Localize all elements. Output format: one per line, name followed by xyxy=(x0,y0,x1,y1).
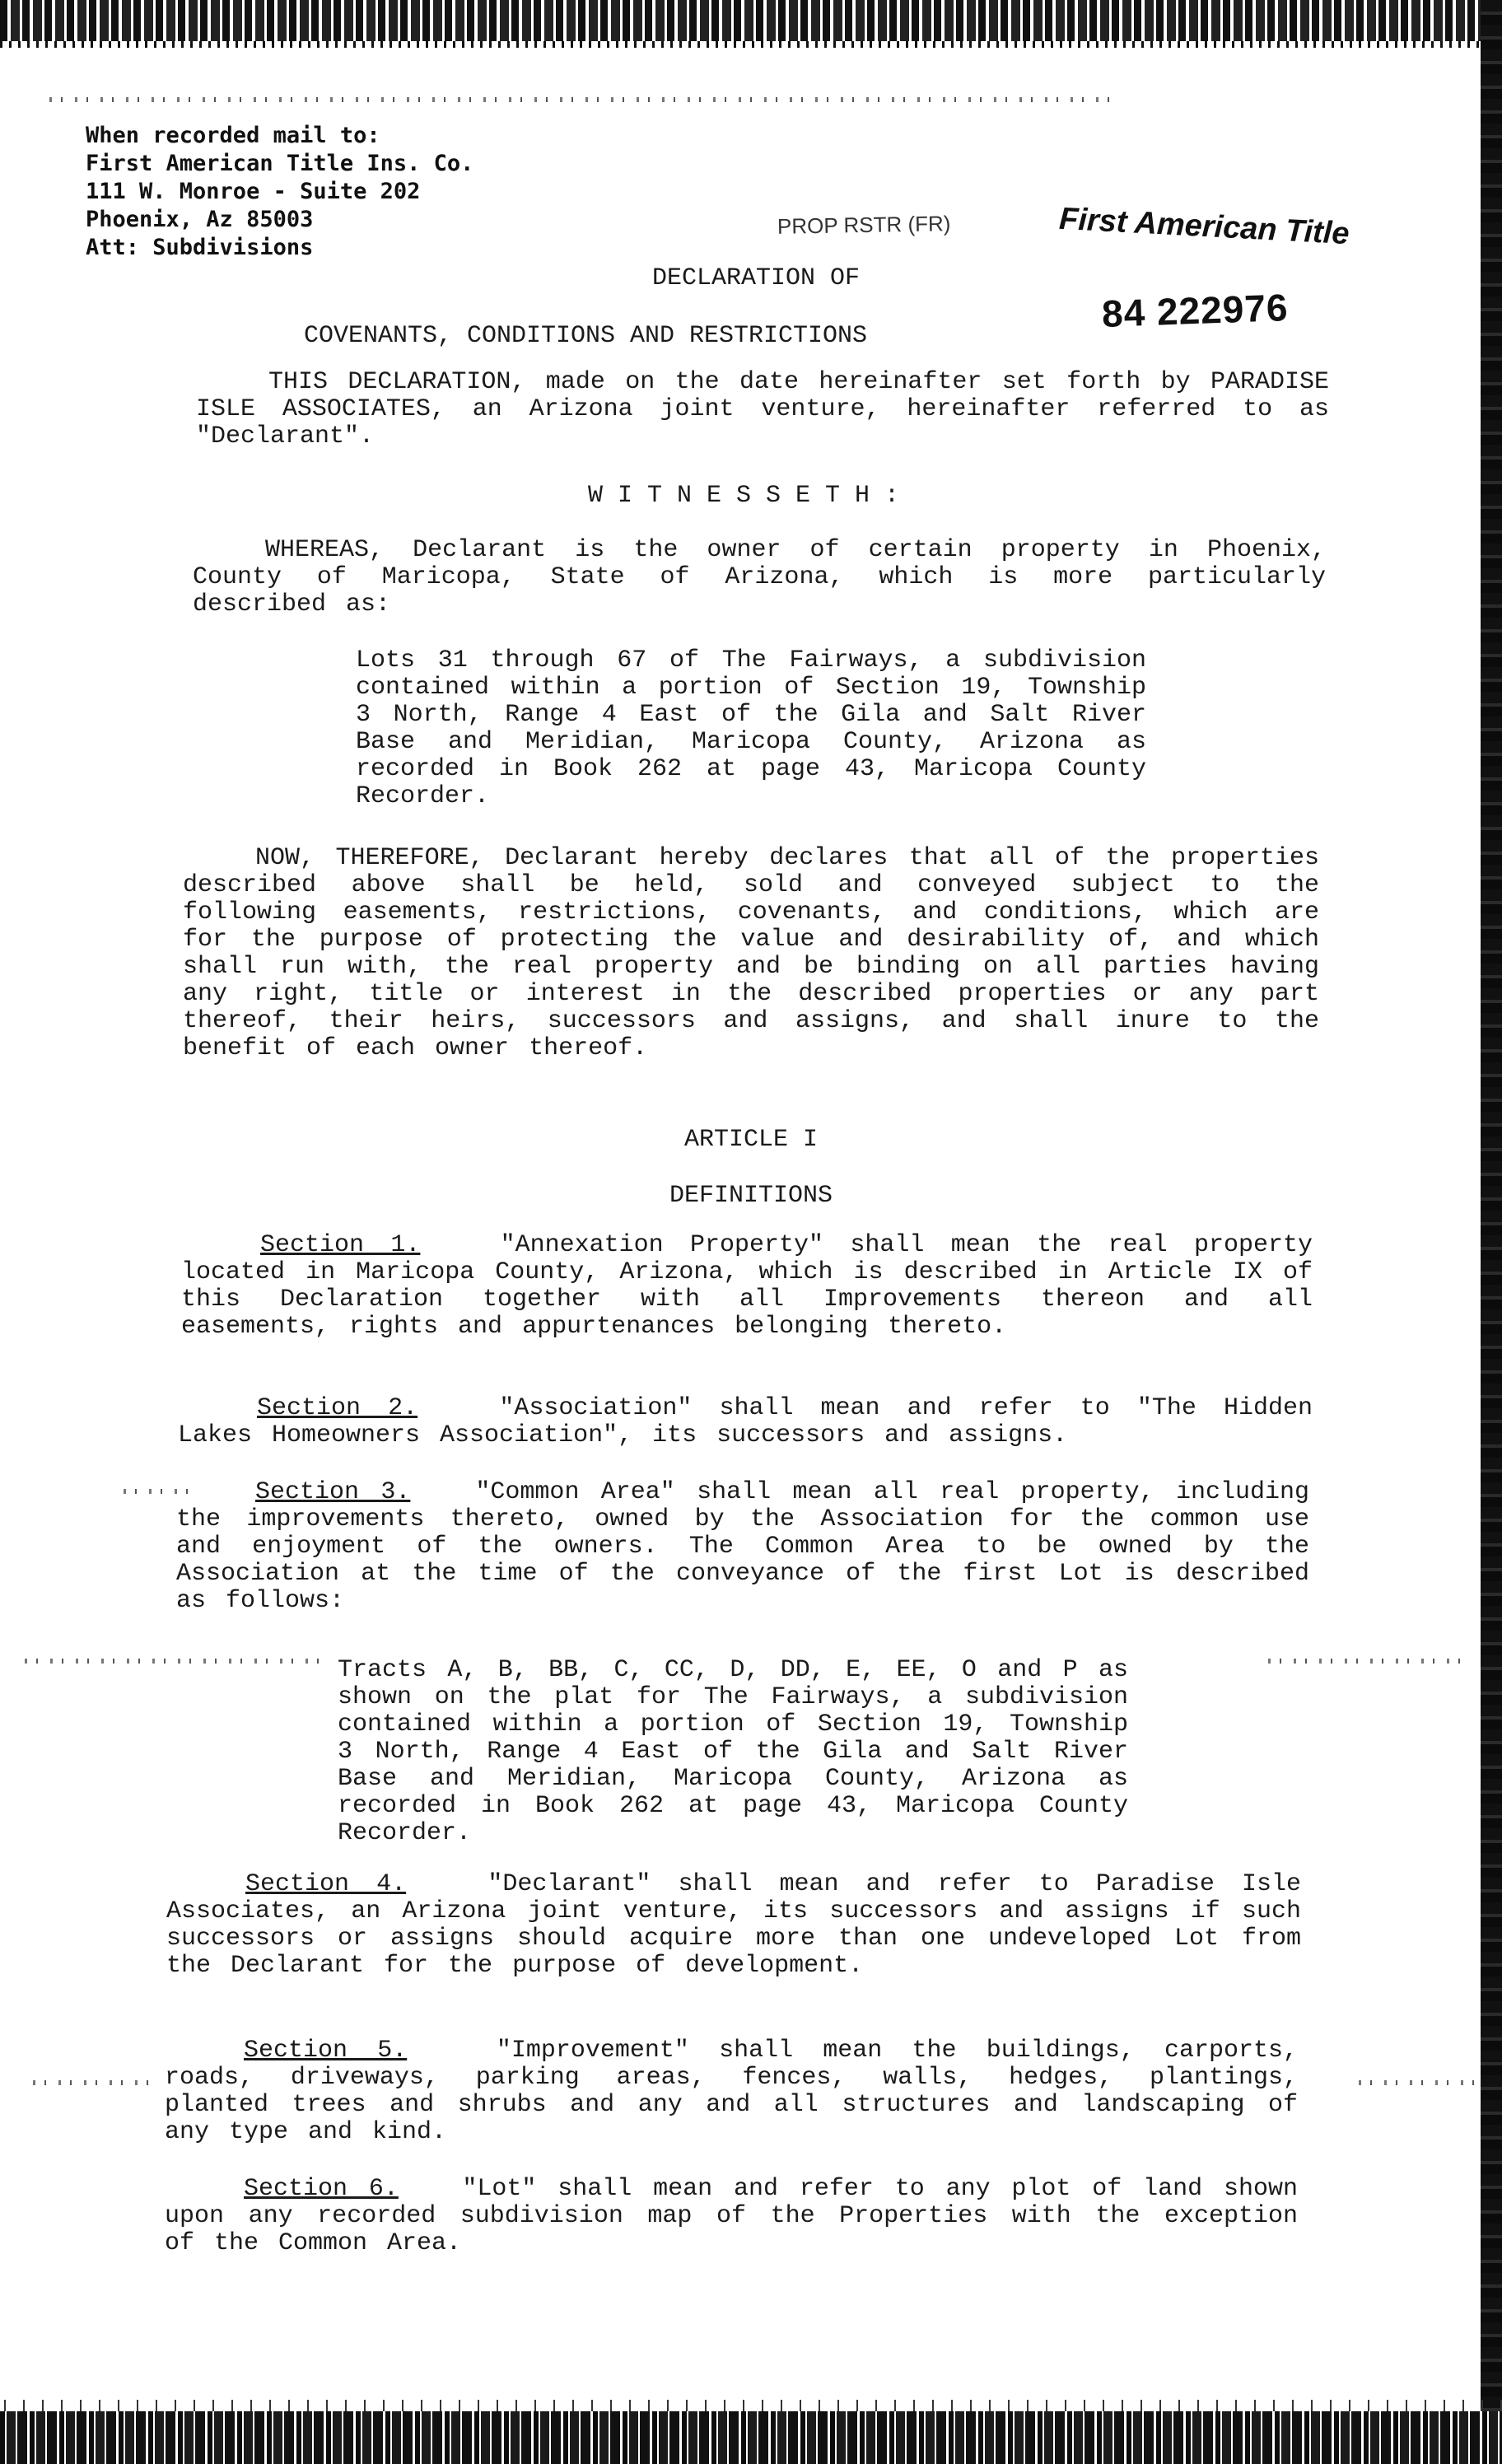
scan-noise xyxy=(1268,1659,1466,1664)
scan-edge-top xyxy=(0,0,1502,48)
title-company-stamp: First American Title xyxy=(1058,201,1350,252)
definition-section-6 xyxy=(165,2176,1298,2257)
section-text: "Association" shall mean and refer to "The Hidden Lakes Homeowners Association", its successors and assigns. xyxy=(178,1394,1313,1449)
whereas-paragraph: WHEREAS, Declarant is the owner of certain property in Phoenix, County of Maricopa, State of Arizona, which is more particularly described as: xyxy=(193,536,1326,618)
article-title: DEFINITIONS xyxy=(669,1182,833,1210)
definition-section-3 xyxy=(176,1479,1309,1615)
section-label: Section 1. xyxy=(260,1231,421,1259)
section-text: "Lot" shall mean and refer to any plot of land shown upon any recorded subdivision map of the Properties with the exception of the Common Area. xyxy=(165,2175,1299,2257)
mailing-line: When recorded mail to: xyxy=(86,123,380,148)
legal-description: Lots 31 through 67 of The Fairways, a subdivision contained within a portion of Section 19, Township 3 North, Range 4 East of the Gila and Salt River Base and Meridian, Maricopa County, Arizona as recorded in Book 262 at page 43, Maricopa County Recorder. xyxy=(356,646,1146,810)
scan-noise xyxy=(33,2080,156,2085)
scan-edge-right xyxy=(1481,0,1502,2464)
mailing-line: Att: Subdivisions xyxy=(86,235,314,260)
section-text: "Common Area" shall mean all real property, including the improvements thereto, owned by the Association for the common use and enjoyment of the owners. The Common Area to be owned by the Association at the time of the conveyance of the first Lot is described as follows: xyxy=(176,1478,1309,1615)
section-text: "Declarant" shall mean and refer to Paradise Isle Associates, an Arizona joint venture, its successors and assigns if such successors or assigns should acquire more than one undeveloped Lot from the Declarant for the purpose of development. xyxy=(166,1870,1301,1980)
mailing-line: Phoenix, Az 85003 xyxy=(86,207,314,232)
section-label: Section 4. xyxy=(245,1870,407,1898)
section-label: Section 6. xyxy=(244,2175,399,2203)
definition-section-1 xyxy=(181,1232,1313,1341)
mailing-address-block xyxy=(86,122,473,262)
definition-section-5 xyxy=(165,2037,1298,2146)
recording-stamp-code: PROP RSTR (FR) xyxy=(777,211,951,239)
mailing-line: First American Title Ins. Co. xyxy=(86,151,474,176)
document-title-line1: DECLARATION OF xyxy=(651,264,861,292)
document-title-line2: COVENANTS, CONDITIONS AND RESTRICTIONS xyxy=(303,322,868,350)
scan-noise xyxy=(49,97,1120,102)
article-number: ARTICLE I xyxy=(683,1126,819,1154)
scan-edge-bottom xyxy=(0,2411,1502,2464)
recording-number: 84 222976 xyxy=(1101,286,1290,335)
definition-section-4 xyxy=(166,1871,1301,1980)
section-label: Section 3. xyxy=(255,1478,411,1506)
section-text: "Improvement" shall mean the buildings, carports, roads, driveways, parking areas, fences, walls, hedges, plantings, planted trees and shrubs and any and all structures and landscaping of any type and kind. xyxy=(165,2037,1298,2146)
definition-section-2 xyxy=(178,1395,1313,1449)
scan-noise xyxy=(1359,2080,1474,2085)
section-label: Section 2. xyxy=(257,1394,418,1422)
section-label: Section 5. xyxy=(244,2037,408,2065)
witnesseth-heading: WITNESSETH: xyxy=(587,482,915,510)
common-area-tracts: Tracts A, B, BB, C, CC, D, DD, E, EE, O and P as shown on the plat for The Fairways, a subdivision contained within a portion of Section 19, Township 3 North, Range 4 East of the Gila and Salt River Base and Meridian, Maricopa County, Arizona as recorded in Book 262 at page 43, Maricopa County Recorder. xyxy=(338,1656,1128,1847)
therefore-paragraph: NOW, THEREFORE, Declarant hereby declares that all of the properties described above shall be held, sold and conveyed subject to the following easements, restrictions, covenants, and conditions, which are for the purpose of protecting the value and desirability of, and which shall run with, the real property and be binding on all parties having any right, title or interest in the described properties or any part thereof, their heirs, successors and assigns, and shall inure to the benefit of each owner thereof. xyxy=(183,844,1319,1062)
scan-noise xyxy=(25,1659,321,1664)
section-text: "Annexation Property" shall mean the real property located in Maricopa County, Arizona, which is described in Article IX of this Declaration together with all Improvements thereon and all easements, rights and appurtenances belonging thereto. xyxy=(181,1231,1313,1341)
mailing-line: 111 W. Monroe - Suite 202 xyxy=(86,179,421,204)
intro-paragraph: THIS DECLARATION, made on the date hereinafter set forth by PARADISE ISLE ASSOCIATES, an Arizona joint venture, hereinafter referred to as "Declarant". xyxy=(196,368,1329,450)
